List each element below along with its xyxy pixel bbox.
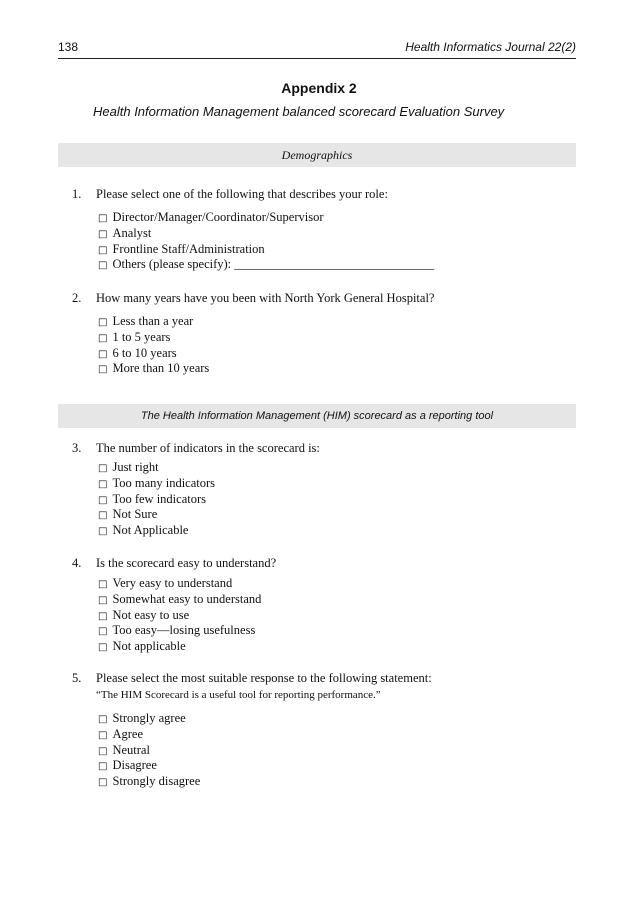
option-label: Not Applicable: [112, 523, 189, 538]
option-item[interactable]: [98, 330, 209, 346]
question-number: 3.: [72, 441, 82, 455]
option-item[interactable]: [98, 476, 215, 492]
checkbox-icon[interactable]: □: [98, 777, 108, 789]
checkbox-icon[interactable]: □: [98, 213, 108, 224]
checkbox-icon[interactable]: □: [98, 610, 108, 622]
question-text: Please select one of the following that describes your role:: [96, 187, 388, 201]
option-label: Others (please specify): ________________________________: [112, 257, 435, 272]
checkbox-icon[interactable]: □: [98, 494, 108, 506]
question-text: The number of indicators in the scorecard is:: [96, 441, 320, 455]
checkbox-icon[interactable]: □: [98, 761, 108, 773]
question-number: 5.: [72, 671, 82, 685]
checkbox-icon[interactable]: □: [98, 745, 108, 757]
question-text: Please select the most suitable response to the following statement:: [96, 671, 432, 685]
option-item[interactable]: [98, 242, 434, 258]
section-title: Demographics: [281, 147, 353, 162]
option-label: 1 to 5 years: [112, 329, 171, 344]
option-label: Director/Manager/Coordinator/Supervisor: [112, 210, 324, 224]
question-text: Is the scorecard easy to understand?: [96, 556, 277, 570]
checkbox-icon[interactable]: □: [98, 478, 108, 490]
option-item[interactable]: [98, 492, 215, 508]
option-item[interactable]: [98, 361, 209, 377]
option-label: Neutral: [112, 742, 150, 757]
option-label: Somewhat easy to understand: [112, 591, 262, 606]
option-item[interactable]: [98, 576, 261, 592]
checkbox-icon[interactable]: □: [98, 526, 108, 538]
option-label: Too many indicators: [112, 475, 216, 490]
checkbox-icon[interactable]: □: [98, 642, 108, 654]
checkbox-icon[interactable]: □: [98, 260, 108, 272]
checkbox-icon[interactable]: □: [98, 729, 108, 741]
checkbox-icon[interactable]: □: [98, 317, 108, 328]
option-label: Not applicable: [112, 639, 186, 654]
checkbox-icon[interactable]: □: [98, 364, 108, 376]
section-header-demographics: [58, 143, 576, 167]
checkbox-icon[interactable]: □: [98, 348, 108, 360]
option-label: Just right: [112, 460, 159, 474]
option-label: Agree: [112, 726, 143, 741]
question-2-options: [98, 314, 209, 377]
option-item[interactable]: [98, 460, 215, 476]
option-item[interactable]: [98, 711, 200, 727]
header-rule: [58, 58, 576, 59]
option-item[interactable]: [98, 210, 434, 226]
checkbox-icon[interactable]: □: [98, 332, 108, 344]
option-item[interactable]: [98, 743, 200, 759]
option-item[interactable]: [98, 592, 261, 608]
checkbox-icon[interactable]: □: [98, 228, 108, 240]
checkbox-icon[interactable]: □: [98, 510, 108, 522]
checkbox-icon[interactable]: □: [98, 244, 108, 256]
option-label: 6 to 10 years: [112, 345, 177, 360]
question-4-options: [98, 576, 261, 655]
option-label: Very easy to understand: [112, 576, 233, 590]
option-item[interactable]: [98, 523, 215, 539]
option-item[interactable]: [98, 623, 261, 639]
journal-citation: Health Informatics Journal 22(2): [405, 40, 576, 54]
checkbox-icon[interactable]: □: [98, 463, 108, 474]
option-item[interactable]: [98, 639, 261, 655]
appendix-title: Appendix 2: [281, 80, 357, 96]
option-item[interactable]: [98, 608, 261, 624]
checkbox-icon[interactable]: □: [98, 626, 108, 638]
option-label: Frontline Staff/Administration: [112, 241, 265, 256]
section-header-him-scorecard: [58, 404, 576, 428]
option-label: Strongly disagree: [112, 774, 201, 789]
section-title: The Health Information Management (HIM) scorecard as a reporting tool: [140, 410, 494, 422]
question-number: 4.: [72, 556, 82, 570]
question-text: How many years have you been with North York General Hospital?: [96, 291, 435, 305]
option-item[interactable]: [98, 758, 200, 774]
question-number: 1.: [72, 187, 82, 201]
option-label: Too few indicators: [112, 491, 206, 506]
question-number: 2.: [72, 291, 82, 305]
option-label: Not Sure: [112, 507, 158, 522]
question-5-options: [98, 711, 200, 790]
option-item[interactable]: [98, 257, 434, 273]
checkbox-icon[interactable]: □: [98, 714, 108, 725]
checkbox-icon[interactable]: □: [98, 594, 108, 606]
option-item[interactable]: [98, 226, 434, 242]
running-header: [58, 40, 576, 60]
question-3-options: [98, 460, 215, 539]
option-label: Analyst: [112, 225, 152, 240]
option-item[interactable]: [98, 774, 200, 790]
option-item[interactable]: [98, 727, 200, 743]
question-1-options: [98, 210, 434, 273]
option-label: Not easy to use: [112, 607, 190, 622]
survey-title: Health Information Management balanced scorecard Evaluation Survey: [93, 104, 505, 119]
option-label: Too easy—losing usefulness: [112, 623, 256, 638]
option-label: More than 10 years: [112, 361, 210, 376]
option-item[interactable]: [98, 346, 209, 362]
option-label: Less than a year: [112, 314, 194, 328]
question-statement: “The HIM Scorecard is a useful tool for reporting performance.”: [96, 689, 381, 701]
option-item[interactable]: [98, 314, 209, 330]
option-item[interactable]: [98, 507, 215, 523]
option-label: Strongly agree: [112, 711, 186, 725]
option-label: Disagree: [112, 758, 157, 773]
page-number: 138: [58, 40, 79, 54]
checkbox-icon[interactable]: □: [98, 579, 108, 590]
